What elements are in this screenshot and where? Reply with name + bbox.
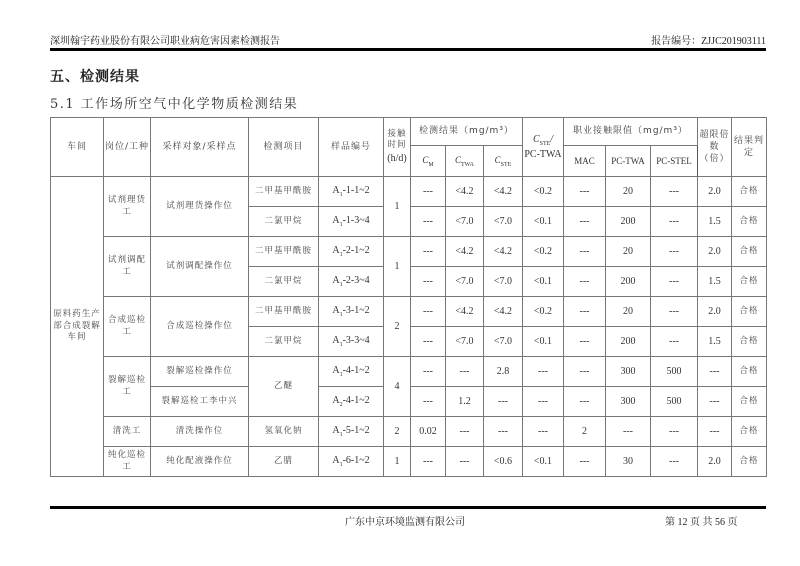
sample-sub: 1 bbox=[339, 281, 343, 288]
ctwa-cell: <4.2 bbox=[446, 237, 484, 267]
post-cell: 纯化巡检工 bbox=[104, 447, 151, 477]
excess-cell: 2.0 bbox=[698, 297, 732, 327]
header-judgement: 结果判定 bbox=[732, 118, 767, 177]
pc-stel-cell: 500 bbox=[651, 387, 698, 417]
pc-stel-cell: --- bbox=[651, 207, 698, 237]
excess-cell: --- bbox=[698, 387, 732, 417]
post-cell: 清洗工 bbox=[104, 417, 151, 447]
cm-cell: --- bbox=[411, 237, 446, 267]
sample-prefix: A bbox=[332, 424, 340, 436]
mac-cell: --- bbox=[564, 207, 606, 237]
item-cell: 二甲基甲酰胺 bbox=[249, 237, 319, 267]
exposure-time-cell: 1 bbox=[384, 177, 411, 237]
sample-suffix: -6-1~2 bbox=[342, 454, 370, 466]
pc-stel-cell: --- bbox=[651, 447, 698, 477]
sample-id-cell bbox=[319, 357, 384, 387]
excess-cell: --- bbox=[698, 357, 732, 387]
sample-sub: 1 bbox=[339, 371, 343, 378]
post-cell: 试剂调配工 bbox=[104, 237, 151, 297]
ratio-cell: <0.2 bbox=[523, 297, 564, 327]
subsection-title: 5.1 工作场所空气中化学物质检测结果 bbox=[50, 97, 299, 112]
pc-stel-cell: 500 bbox=[651, 357, 698, 387]
footer-company: 广东中京环境监测有限公司 bbox=[345, 517, 465, 528]
cste-cell: <7.0 bbox=[484, 267, 523, 297]
ratio-cell: <0.1 bbox=[523, 447, 564, 477]
pc-twa-cell: 20 bbox=[606, 177, 651, 207]
header-cm bbox=[411, 146, 446, 177]
exposure-time-cell: 2 bbox=[384, 297, 411, 357]
sample-id-cell bbox=[319, 327, 384, 357]
cste-cell: 2.8 bbox=[484, 357, 523, 387]
cste-sub: STE bbox=[500, 161, 512, 168]
sample-suffix: -4-1~2 bbox=[342, 364, 370, 376]
cste-cell: <4.2 bbox=[484, 297, 523, 327]
mac-cell: --- bbox=[564, 357, 606, 387]
excess-cell: 1.5 bbox=[698, 327, 732, 357]
header-ratio bbox=[523, 118, 564, 177]
item-cell: 二氯甲烷 bbox=[249, 207, 319, 237]
cste-cell: <7.0 bbox=[484, 207, 523, 237]
ratio-cell: <0.2 bbox=[523, 177, 564, 207]
item-cell: 二氯甲烷 bbox=[249, 267, 319, 297]
mac-cell: 2 bbox=[564, 417, 606, 447]
sample-suffix: -5-1~2 bbox=[342, 424, 370, 436]
excess-cell: 1.5 bbox=[698, 207, 732, 237]
pc-stel-cell: --- bbox=[651, 267, 698, 297]
mac-cell: --- bbox=[564, 327, 606, 357]
table-row bbox=[51, 177, 767, 207]
ctwa-cell: --- bbox=[446, 357, 484, 387]
cm-cell: --- bbox=[411, 177, 446, 207]
sample-prefix: A bbox=[332, 244, 340, 256]
ctwa-cell: <7.0 bbox=[446, 327, 484, 357]
judgement-cell: 合格 bbox=[732, 237, 767, 267]
mac-cell: --- bbox=[564, 387, 606, 417]
sample-suffix: -3-1~2 bbox=[342, 304, 370, 316]
pc-stel-cell: --- bbox=[651, 177, 698, 207]
exposure-time-cell: 1 bbox=[384, 237, 411, 297]
post-cell: 裂解巡检工 bbox=[104, 357, 151, 417]
pc-twa-cell: 200 bbox=[606, 207, 651, 237]
report-number bbox=[651, 32, 766, 47]
ratio-cell: <0.1 bbox=[523, 207, 564, 237]
sampling-point-cell: 裂解巡检操作位 bbox=[151, 357, 249, 387]
table-row bbox=[51, 417, 767, 447]
workshop-cell: 原料药生产部合成裂解车间 bbox=[51, 177, 104, 477]
header-exposure-time-label: 接触时间 bbox=[387, 128, 407, 151]
header-item: 检测项目 bbox=[249, 118, 319, 177]
pc-twa-cell: 300 bbox=[606, 357, 651, 387]
judgement-cell: 合格 bbox=[732, 297, 767, 327]
results-table bbox=[50, 117, 767, 477]
ctwa-sub: TWA bbox=[461, 161, 474, 168]
sample-suffix: -4-1~2 bbox=[342, 394, 370, 406]
header-exposure-time-unit: (h/d) bbox=[387, 152, 407, 164]
footer-divider bbox=[50, 506, 766, 509]
header-cste bbox=[484, 146, 523, 177]
pc-twa-cell: 300 bbox=[606, 387, 651, 417]
cm-cell: --- bbox=[411, 297, 446, 327]
sampling-point-cell: 纯化配液操作位 bbox=[151, 447, 249, 477]
judgement-cell: 合格 bbox=[732, 267, 767, 297]
sample-id-cell bbox=[319, 237, 384, 267]
cste-cell: --- bbox=[484, 417, 523, 447]
pc-twa-cell: 30 bbox=[606, 447, 651, 477]
header-limits-group: 职业接触限值（mg/m³） bbox=[564, 118, 698, 146]
judgement-cell: 合格 bbox=[732, 447, 767, 477]
header-ratio-top bbox=[523, 133, 563, 148]
sample-id-cell bbox=[319, 417, 384, 447]
sample-suffix: -2-3~4 bbox=[342, 274, 370, 286]
ctwa-cell: <7.0 bbox=[446, 267, 484, 297]
footer-page-info: 第 12 页 共 56 页 bbox=[665, 517, 738, 528]
header-pc-twa: PC-TWA bbox=[606, 146, 651, 177]
ctwa-cell: <4.2 bbox=[446, 177, 484, 207]
mac-cell: --- bbox=[564, 447, 606, 477]
ctwa-cell: --- bbox=[446, 417, 484, 447]
item-cell: 乙醚 bbox=[249, 357, 319, 417]
header-results-group: 检测结果（mg/m³） bbox=[411, 118, 523, 146]
header-ratio-bottom: PC-TWA bbox=[524, 148, 562, 160]
sampling-point-cell: 裂解巡检工李中兴 bbox=[151, 387, 249, 417]
table-header-row bbox=[51, 118, 767, 146]
table-row bbox=[51, 237, 767, 267]
pc-twa-cell: 20 bbox=[606, 297, 651, 327]
sample-sub: 1 bbox=[339, 461, 343, 468]
page-header bbox=[50, 32, 766, 46]
excess-cell: --- bbox=[698, 417, 732, 447]
judgement-cell: 合格 bbox=[732, 327, 767, 357]
exposure-time-cell: 4 bbox=[384, 357, 411, 417]
header-mac: MAC bbox=[564, 146, 606, 177]
ctwa-cell: <7.0 bbox=[446, 207, 484, 237]
sampling-point-cell: 清洗操作位 bbox=[151, 417, 249, 447]
header-excess-factor: 超限倍数（倍） bbox=[698, 118, 732, 177]
table-row bbox=[51, 357, 767, 387]
sampling-point-cell: 试剂调配操作位 bbox=[151, 237, 249, 297]
judgement-cell: 合格 bbox=[732, 417, 767, 447]
sample-id-cell bbox=[319, 297, 384, 327]
excess-cell: 1.5 bbox=[698, 267, 732, 297]
cm-sub: M bbox=[428, 161, 434, 168]
pc-twa-cell: 200 bbox=[606, 327, 651, 357]
sample-prefix: A bbox=[332, 274, 340, 286]
sample-suffix: -1-1~2 bbox=[342, 184, 370, 196]
sample-id-cell bbox=[319, 447, 384, 477]
header-sample-id: 样品编号 bbox=[319, 118, 384, 177]
ctwa-cell: 1.2 bbox=[446, 387, 484, 417]
sample-suffix: -3-3~4 bbox=[342, 334, 370, 346]
cm-cell: --- bbox=[411, 357, 446, 387]
judgement-cell: 合格 bbox=[732, 207, 767, 237]
cm-cell: --- bbox=[411, 207, 446, 237]
table-row bbox=[51, 447, 767, 477]
ctwa-c: C bbox=[454, 154, 461, 165]
item-cell: 二氯甲烷 bbox=[249, 327, 319, 357]
cm-cell: --- bbox=[411, 447, 446, 477]
mac-cell: --- bbox=[564, 177, 606, 207]
exposure-time-cell: 2 bbox=[384, 417, 411, 447]
sampling-point-cell: 合成巡检操作位 bbox=[151, 297, 249, 357]
ratio-slash: / bbox=[550, 133, 554, 145]
cm-c: C bbox=[422, 154, 429, 165]
post-cell: 试剂理货工 bbox=[104, 177, 151, 237]
cste-cell: <4.2 bbox=[484, 237, 523, 267]
report-title: 深圳翰宇药业股份有限公司职业病危害因素检测报告 bbox=[50, 36, 280, 47]
excess-cell: 2.0 bbox=[698, 237, 732, 267]
header-workshop: 车间 bbox=[51, 118, 104, 177]
pc-twa-cell: --- bbox=[606, 417, 651, 447]
sampling-point-cell: 试剂理货操作位 bbox=[151, 177, 249, 237]
sample-prefix: A bbox=[332, 364, 340, 376]
pc-stel-cell: --- bbox=[651, 237, 698, 267]
sample-suffix: -2-1~2 bbox=[342, 244, 370, 256]
sample-id-cell bbox=[319, 387, 384, 417]
pc-stel-cell: --- bbox=[651, 417, 698, 447]
item-cell: 乙腈 bbox=[249, 447, 319, 477]
sample-prefix: A bbox=[332, 394, 340, 406]
header-pc-stel: PC-STEL bbox=[651, 146, 698, 177]
cm-cell: 0.02 bbox=[411, 417, 446, 447]
sample-id-cell bbox=[319, 207, 384, 237]
cste-cell: <7.0 bbox=[484, 327, 523, 357]
ctwa-cell: <4.2 bbox=[446, 297, 484, 327]
pc-stel-cell: --- bbox=[651, 297, 698, 327]
ratio-sub: STE bbox=[539, 140, 551, 147]
header-ctwa bbox=[446, 146, 484, 177]
ratio-c: C bbox=[532, 133, 540, 145]
item-cell: 二甲基甲酰胺 bbox=[249, 177, 319, 207]
sample-sub: 2 bbox=[339, 401, 343, 408]
report-number-label: 报告编号： bbox=[651, 36, 702, 47]
ratio-cell: <0.2 bbox=[523, 237, 564, 267]
mac-cell: --- bbox=[564, 297, 606, 327]
report-number-value: ZJJC201903111 bbox=[701, 36, 766, 47]
pc-stel-cell: --- bbox=[651, 327, 698, 357]
ratio-cell: --- bbox=[523, 387, 564, 417]
ctwa-cell: --- bbox=[446, 447, 484, 477]
cste-cell: <0.6 bbox=[484, 447, 523, 477]
cm-cell: --- bbox=[411, 267, 446, 297]
sample-sub: 1 bbox=[339, 311, 343, 318]
judgement-cell: 合格 bbox=[732, 387, 767, 417]
exposure-time-cell: 1 bbox=[384, 447, 411, 477]
sample-suffix: -1-3~4 bbox=[342, 214, 370, 226]
ratio-cell: <0.1 bbox=[523, 267, 564, 297]
sample-sub: 1 bbox=[339, 221, 343, 228]
cm-cell: --- bbox=[411, 387, 446, 417]
judgement-cell: 合格 bbox=[732, 357, 767, 387]
sample-sub: 1 bbox=[339, 251, 343, 258]
header-sampling-point: 采样对象/采样点 bbox=[151, 118, 249, 177]
mac-cell: --- bbox=[564, 267, 606, 297]
ratio-cell: --- bbox=[523, 357, 564, 387]
item-cell: 氢氧化钠 bbox=[249, 417, 319, 447]
sample-id-cell bbox=[319, 267, 384, 297]
section-title: 五、检测结果 bbox=[50, 69, 140, 85]
sample-prefix: A bbox=[332, 454, 340, 466]
sample-sub: 1 bbox=[339, 191, 343, 198]
header-divider bbox=[50, 48, 766, 51]
excess-cell: 2.0 bbox=[698, 177, 732, 207]
excess-cell: 2.0 bbox=[698, 447, 732, 477]
sample-sub: 1 bbox=[339, 341, 343, 348]
sample-prefix: A bbox=[332, 304, 340, 316]
sample-prefix: A bbox=[332, 334, 340, 346]
sample-id-cell bbox=[319, 177, 384, 207]
pc-twa-cell: 200 bbox=[606, 267, 651, 297]
ratio-cell: --- bbox=[523, 417, 564, 447]
cste-c: C bbox=[494, 154, 501, 165]
pc-twa-cell: 20 bbox=[606, 237, 651, 267]
header-exposure-time bbox=[384, 118, 411, 177]
cste-cell: <4.2 bbox=[484, 177, 523, 207]
post-cell: 合成巡检工 bbox=[104, 297, 151, 357]
mac-cell: --- bbox=[564, 237, 606, 267]
sample-sub: 1 bbox=[339, 431, 343, 438]
cste-cell: --- bbox=[484, 387, 523, 417]
header-post: 岗位/工种 bbox=[104, 118, 151, 177]
table-row bbox=[51, 297, 767, 327]
item-cell: 二甲基甲酰胺 bbox=[249, 297, 319, 327]
judgement-cell: 合格 bbox=[732, 177, 767, 207]
ratio-cell: <0.1 bbox=[523, 327, 564, 357]
sample-prefix: A bbox=[332, 214, 340, 226]
sample-prefix: A bbox=[332, 184, 340, 196]
cm-cell: --- bbox=[411, 327, 446, 357]
